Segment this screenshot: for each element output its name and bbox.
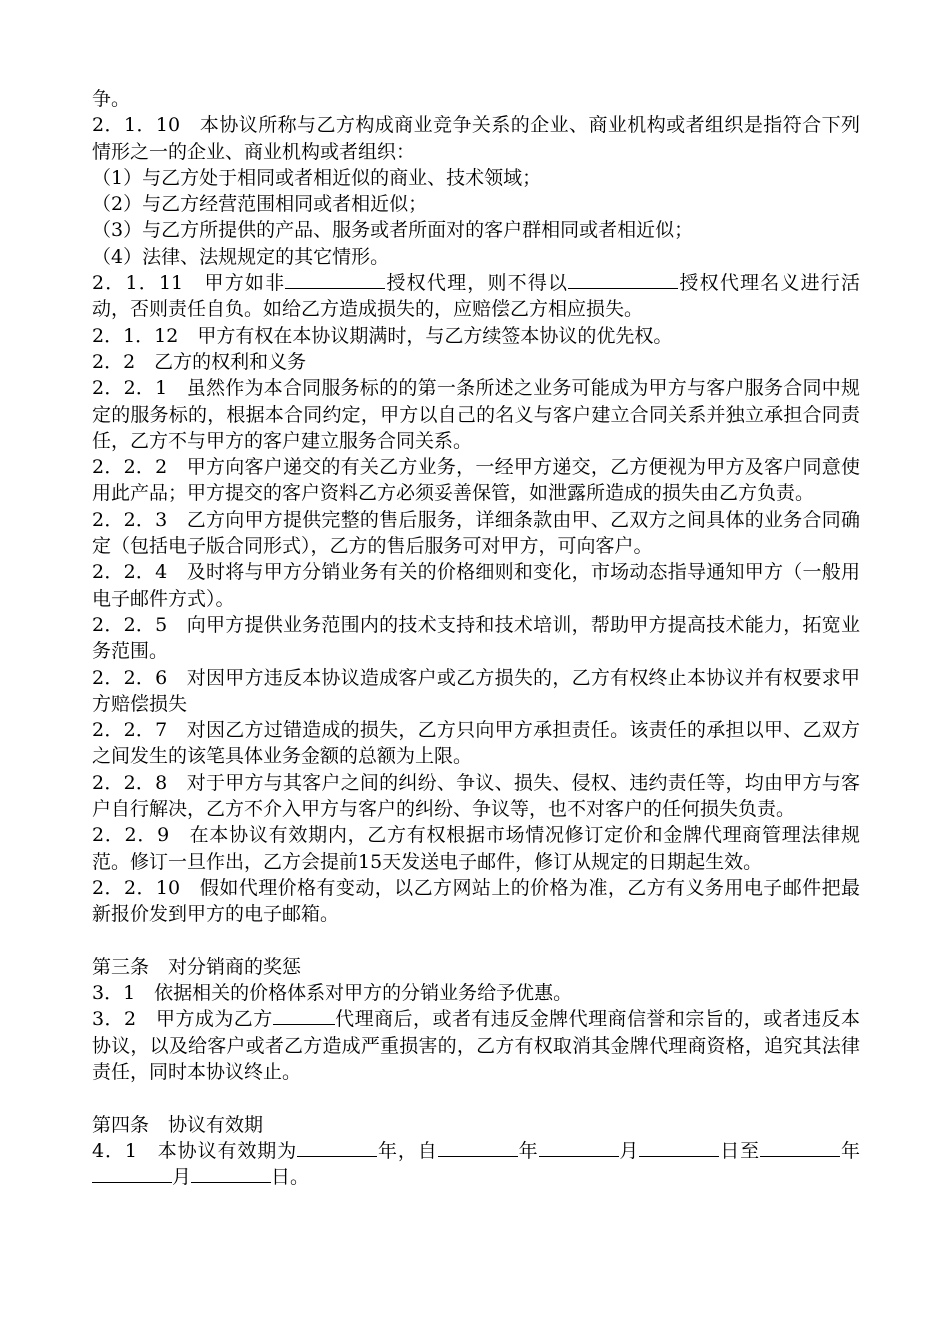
paragraph: 争。 <box>92 88 131 110</box>
clause-text: 授权代理名义进行活动，否则责任自负。如给乙方造成损失的，应赔偿乙方相应损失。 <box>92 272 860 321</box>
clause-text: 授权代理，则不得以 <box>385 272 569 295</box>
clause-2-2-5: 2．2．5 向甲方提供业务范围内的技术支持和技术培训，帮助甲方提高技术能力，拓宽业务范围。 <box>92 613 860 663</box>
blank-line[interactable] <box>273 1006 335 1025</box>
blank-line[interactable] <box>438 1138 518 1157</box>
clause-2-1-10: 2．1．10 本协议所称与乙方构成商业竞争关系的企业、商业机构或者组织是指符合下列情形之一的企业、商业机构或者组织： <box>92 114 860 163</box>
blank-line[interactable] <box>285 270 385 289</box>
clause-2-2-8: 2．2．8 对于甲方与其客户之间的纠纷、争议、损失、侵权、违约责任等，均由甲方与客户自行解决，乙方不介入甲方与客户的纠纷、争议等，也不对客户的任何损失负责。 <box>92 771 860 821</box>
clause-text: 3．2 甲方成为乙方 <box>92 1008 273 1031</box>
spacer <box>92 1085 860 1111</box>
section-heading: 2．2 乙方的权利和义务 <box>92 350 307 373</box>
blank-line[interactable] <box>639 1138 719 1157</box>
clause-2-1-11 <box>92 270 860 323</box>
article-3-heading: 第三条 对分销商的奖惩 <box>92 955 302 978</box>
clause-text: 代理商后，或者有违反金牌代理商信誉和宗旨的，或者违反本协议，以及给客户或者乙方造成严重损害的，乙方有权取消其金牌代理商资格，追究其法律责任，同时本协议终止。 <box>92 1008 860 1083</box>
clause-text: 年，自 <box>377 1139 438 1162</box>
clause-text: 日。 <box>271 1166 310 1189</box>
clause-3-1: 3．1 依据相关的价格体系对甲方的分销业务给予优惠。 <box>92 982 573 1005</box>
clause-2-2-10: 2．2．10 假如代理价格有变动，以乙方网站上的价格为准，乙方有义务用电子邮件把最新报价发到甲方的电子邮箱。 <box>92 876 860 926</box>
clause-4-1 <box>92 1138 860 1191</box>
blank-line[interactable] <box>760 1138 840 1157</box>
spacer <box>92 928 860 954</box>
clause-text: 月 <box>618 1139 640 1162</box>
clause-text: 日至 <box>719 1139 761 1162</box>
blank-line[interactable] <box>539 1138 619 1157</box>
clause-2-2-6: 2．2．6 对因甲方违反本协议造成客户或乙方损失的，乙方有权终止本协议并有权要求甲方赔偿损失 <box>92 666 860 715</box>
blank-line[interactable] <box>92 1164 172 1183</box>
clause-2-2-1: 2．2．1 虽然作为本合同服务标的的第一条所述之业务可能成为甲方与客户服务合同中规定的服务标的，根据本合同约定，甲方以自己的名义与客户建立合同关系并独立承担合同责任，乙方不与甲方的客户建立服务合同关系。 <box>92 377 860 452</box>
clause-2-2-7: 2．2．7 对因乙方过错造成的损失，乙方只向甲方承担责任。该责任的承担以甲、乙双方之间发生的该笔具体业务金额的总额为上限。 <box>92 719 860 768</box>
document-page <box>92 86 860 1190</box>
list-item: （2）与乙方经营范围相同或者相近似； <box>92 193 428 216</box>
clause-2-2-3: 2．2．3 乙方向甲方提供完整的售后服务，详细条款由甲、乙双方之间具体的业务合同确定（包括电子版合同形式），乙方的售后服务可对甲方，可向客户。 <box>92 508 860 558</box>
blank-line[interactable] <box>191 1164 271 1183</box>
clause-text: 2．1．11 甲方如非 <box>92 272 286 295</box>
clause-2-2-2: 2．2．2 甲方向客户递交的有关乙方业务，一经甲方递交，乙方便视为甲方及客户同意使用此产品；甲方提交的客户资料乙方必须妥善保管，如泄露所造成的损失由乙方负责。 <box>92 456 860 505</box>
clause-text: 年 <box>517 1139 539 1162</box>
list-item: （1）与乙方处于相同或者相近似的商业、技术领域； <box>92 166 542 189</box>
clause-text: 月 <box>172 1166 192 1189</box>
article-4-heading: 第四条 协议有效期 <box>92 1113 264 1136</box>
clause-text: 4．1 本协议有效期为 <box>92 1139 298 1162</box>
clause-2-2-9: 2．2．9 在本协议有效期内，乙方有权根据市场情况修订定价和金牌代理商管理法律规范。修订一旦作出，乙方会提前15天发送电子邮件，修订从规定的日期起生效。 <box>92 824 860 873</box>
clause-3-2 <box>92 1006 860 1085</box>
blank-line[interactable] <box>568 270 678 289</box>
blank-line[interactable] <box>297 1138 377 1157</box>
list-item: （3）与乙方所提供的产品、服务或者所面对的客户群相同或者相近似； <box>92 219 694 242</box>
list-item: （4）法律、法规规定的其它情形。 <box>92 245 390 268</box>
clause-2-2-4: 2．2．4 及时将与甲方分销业务有关的价格细则和变化，市场动态指导通知甲方（一般用电子邮件方式）。 <box>92 561 860 610</box>
clause-2-1-12: 2．1．12 甲方有权在本协议期满时，与乙方续签本协议的优先权。 <box>92 324 673 347</box>
clause-text: 年 <box>840 1139 860 1162</box>
